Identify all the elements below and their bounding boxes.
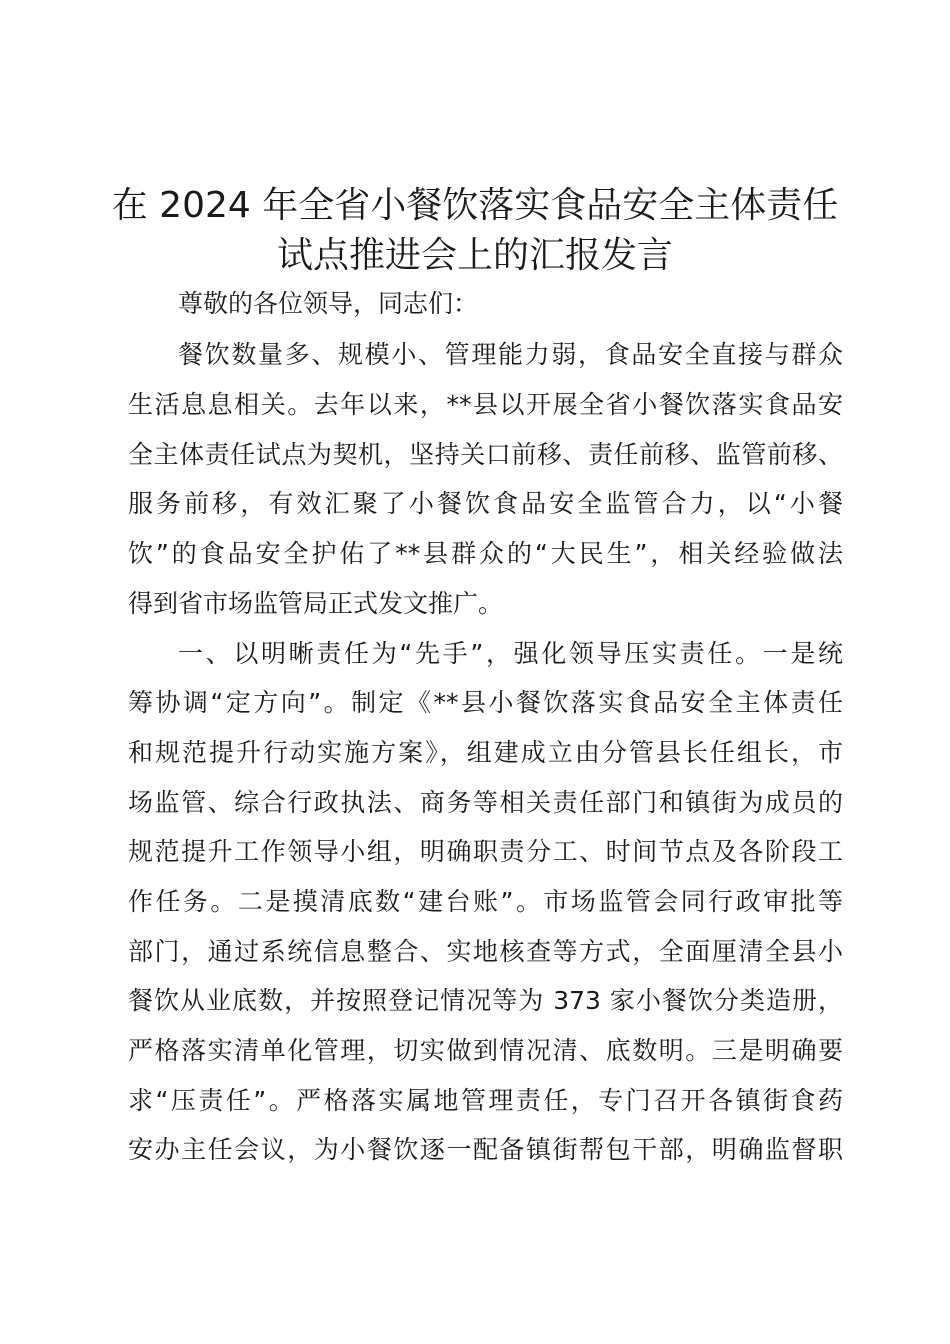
body-line: 全主体责任试点为契机，坚持关口前移、责任前移、监管前移、 bbox=[128, 440, 843, 469]
body-line: 规范提升工作领导小组，明确职责分工、时间节点及各阶段工 bbox=[128, 837, 843, 866]
body-line: 筹协调“定方向”。制定《**县小餐饮落实食品安全主体责任 bbox=[128, 688, 843, 717]
body-line: 餐饮从业底数，并按照登记情况等为 373 家小餐饮分类造册， bbox=[128, 986, 843, 1015]
body-line: 餐饮数量多、规模小、管理能力弱，食品安全直接与群众 bbox=[178, 340, 843, 369]
body-line: 生活息息相关。去年以来，**县以开展全省小餐饮落实食品安 bbox=[128, 390, 843, 419]
body-line: 服务前移，有效汇聚了小餐饮食品安全监管合力，以“小餐 bbox=[128, 489, 843, 518]
body-line: 部门，通过系统信息整合、实地核查等方式，全面厘清全县小 bbox=[128, 937, 843, 966]
body-line: 求“压责任”。严格落实属地管理责任，专门召开各镇街食药 bbox=[128, 1086, 843, 1115]
body-line: 安办主任会议，为小餐饮逐一配备镇街帮包干部，明确监督职 bbox=[128, 1135, 843, 1164]
body-line: 场监管、综合行政执法、商务等相关责任部门和镇街为成员的 bbox=[128, 788, 843, 817]
body-line: 和规范提升行动实施方案》，组建成立由分管县长任组长，市 bbox=[128, 738, 843, 767]
body-line: 得到省市场监管局正式发文推广。 bbox=[128, 589, 504, 618]
body-line: 饮”的食品安全护佑了**县群众的“大民生”，相关经验做法 bbox=[128, 539, 843, 568]
body-line: 严格落实清单化管理，切实做到情况清、底数明。三是明确要 bbox=[128, 1036, 843, 1065]
body-line: 一、以明晰责任为“先手”，强化领导压实责任。一是统 bbox=[178, 639, 843, 668]
salutation: 尊敬的各位领导，同志们： bbox=[178, 289, 479, 318]
document-title-line-1: 在 2024 年全省小餐饮落实食品安全主体责任 bbox=[111, 185, 839, 226]
document-title-line-2: 试点推进会上的汇报发言 bbox=[276, 235, 673, 276]
body-line: 作任务。二是摸清底数“建台账”。市场监管会同行政审批等 bbox=[128, 887, 843, 916]
